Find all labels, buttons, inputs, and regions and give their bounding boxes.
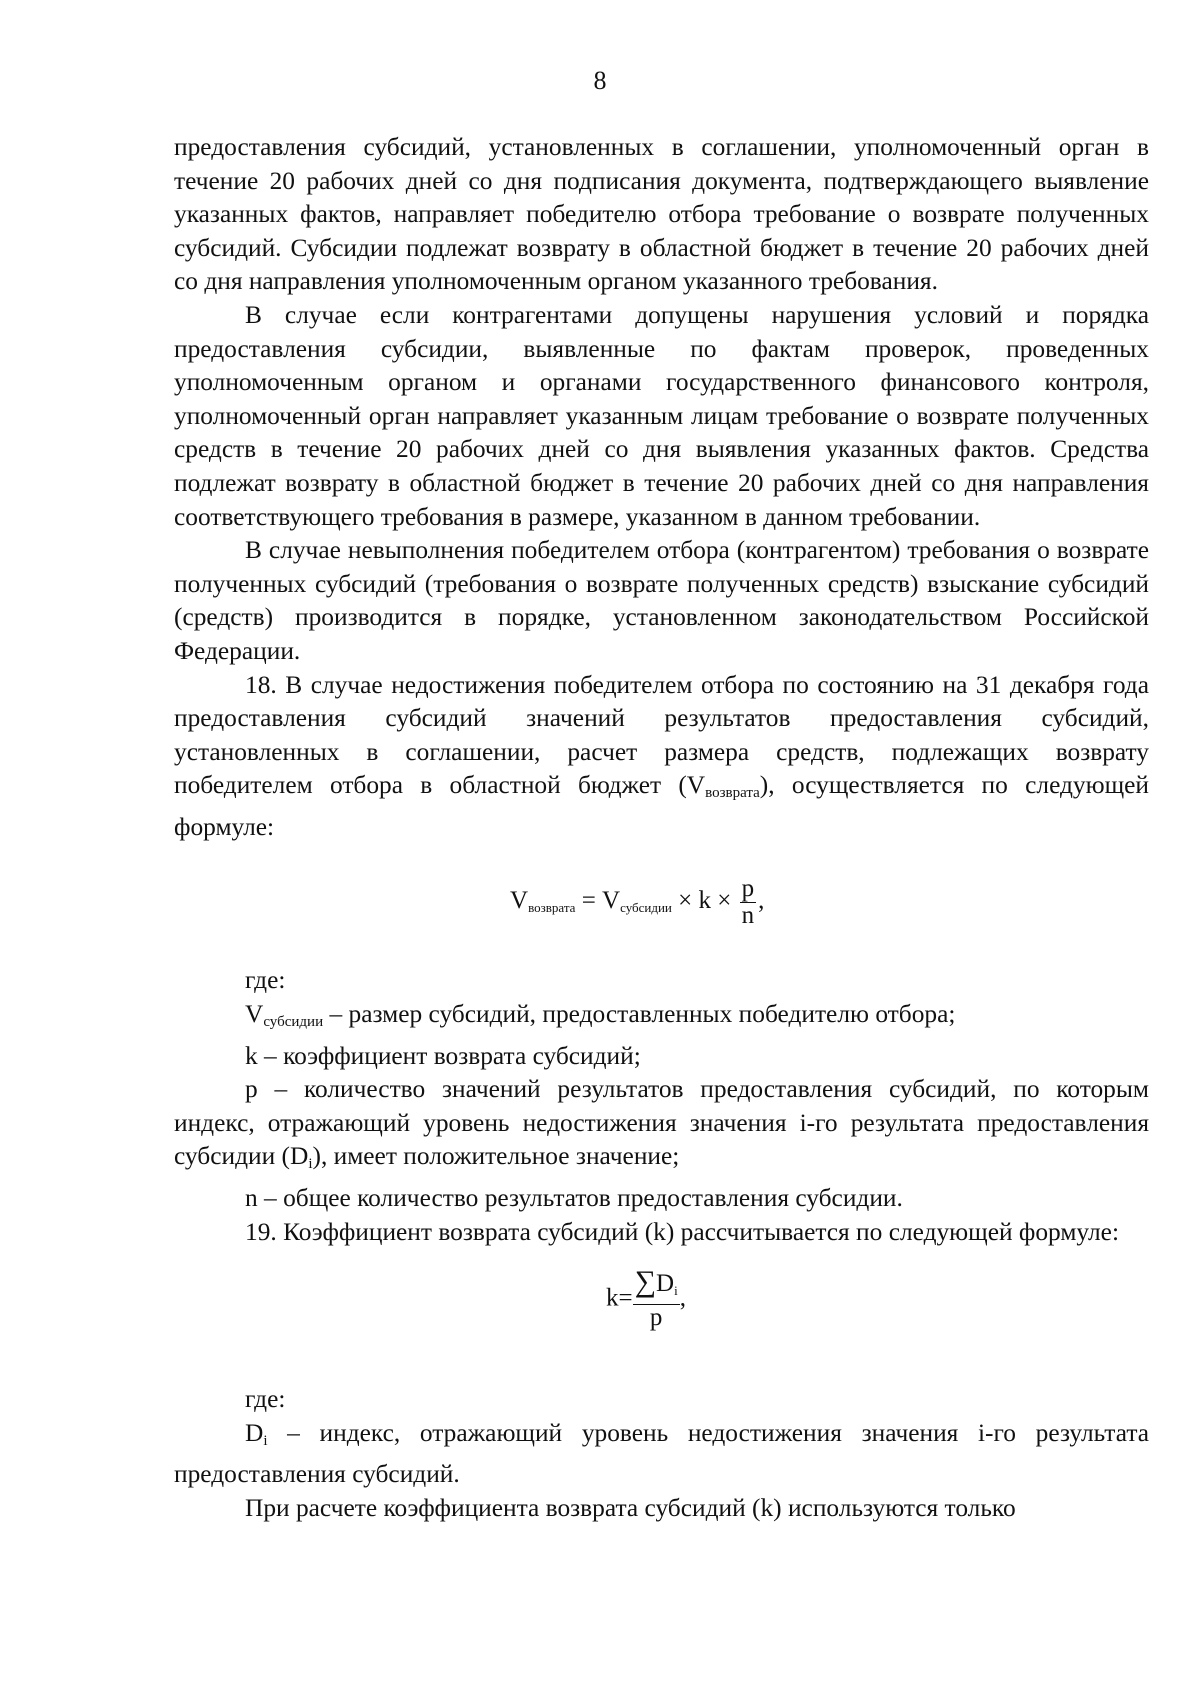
definition-n: n – общее количество результатов предоставления субсидии. [245,1184,903,1213]
formula1-lhs-sub: возврата [528,900,576,916]
def-d-text: – индекс, отражающий уровень недостижения значения i-го результата предоставления субсидий. [174,1418,1149,1489]
def-d-symbol: D [245,1418,264,1447]
formula2-fraction [633,1265,680,1332]
formula-refund-amount [174,844,1149,964]
def-p-end: ), имеет положительное значение; [312,1142,680,1171]
page-number: 8 [593,66,607,95]
formula1-numerator: p [741,875,755,903]
def-v-subscript: субсидии [263,1014,324,1031]
def-v-symbol: V [245,1000,264,1029]
def-p-subscript: i [308,1156,313,1173]
document-body [174,131,1149,1526]
def-p-text: p – количество значений результатов предоставления субсидий, по которым индекс, отражающий уровень недостижения значения i-го результата предоставления субсидии (D [174,1075,1149,1171]
definition-d [174,1417,1149,1492]
formula1-fraction [740,876,757,929]
def-d-subscript: i [263,1432,268,1449]
formula2-tail: , [679,1284,686,1312]
paragraph-item-19: 19. Коэффициент возврата субсидий (k) рассчитывается по следующей формуле: [245,1217,1120,1246]
def-v-text: – размер субсидий, предоставленных победителю отбора; [323,1000,956,1029]
definition-k: k – коэффициент возврата субсидий; [245,1041,641,1070]
formula-refund-coefficient [174,1249,1149,1383]
definition-p [174,1073,1149,1182]
formula1-denominator: n [741,902,755,930]
formula1-times: × k × [671,887,738,915]
where-label-2: где: [245,1385,286,1414]
where-label-1: где: [245,966,286,995]
paragraph-contractors-violations: В случае если контрагентами допущены нарушения условий и порядка предоставления субсидии, выявленные по фактам проверок, проведенных уполномоченным органом и органами государственного финансового контроля, уполномоченный орган направляет указанным лицам требование о возврате полученных средств в течение 20 рабочих дней со дня выявления указанных фактов. Средства подлежат возврату в областной бюджет в течение 20 рабочих дней со дня направления соответствующего требования в размере, указанном в данном требовании. [174,300,1149,531]
paragraph-non-fulfillment: В случае невыполнения победителем отбора (контрагентом) требования о возврате полученных субсидий (требования о возврате полученных средств) взыскание субсидий (средств) производится в порядке, установленном законодательством Российской Федерации. [174,536,1149,665]
definition-v-subsidy [174,998,1149,1040]
formula2-denominator: p [649,1304,663,1332]
paragraph-last: При расчете коэффициента возврата субсидий (k) используются только [245,1494,1016,1522]
formula1-lhs: V [510,887,529,915]
paragraph-continuation: предоставления субсидий, установленных в соглашении, уполномоченный орган в течение 20 рабочих дней со дня подписания документа, подтверждающего выявление указанных фактов, направляет победителю отбора требование о возврате полученных субсидий. Субсидии подлежат возврату в областной бюджет в течение 20 рабочих дней со дня направления уполномоченным органом указанного требования. [174,133,1149,296]
formula2-numerator: D [656,1270,675,1298]
item-18-end: ), осуществляется по следующей формуле: [174,771,1149,841]
paragraph-item-18 [174,669,1149,845]
item-18-subscript: возврата [705,785,760,802]
formula1-eq: = V [575,887,621,915]
formula1-rhs-sub: субсидии [620,900,672,916]
formula2-numerator-sub: i [674,1283,678,1299]
formula1-tail: , [758,887,765,915]
item-18-text: 18. В случае недостижения победителем отбора по состоянию на 31 декабря года предоставления субсидий значений результатов предоставления субсидий, установленных в соглашении, расчет размера средств, подлежащих возврату победителем отбора в областной бюджет (V [174,670,1149,800]
formula2-lhs: k= [606,1284,633,1312]
sum-symbol: ∑ [634,1265,656,1299]
